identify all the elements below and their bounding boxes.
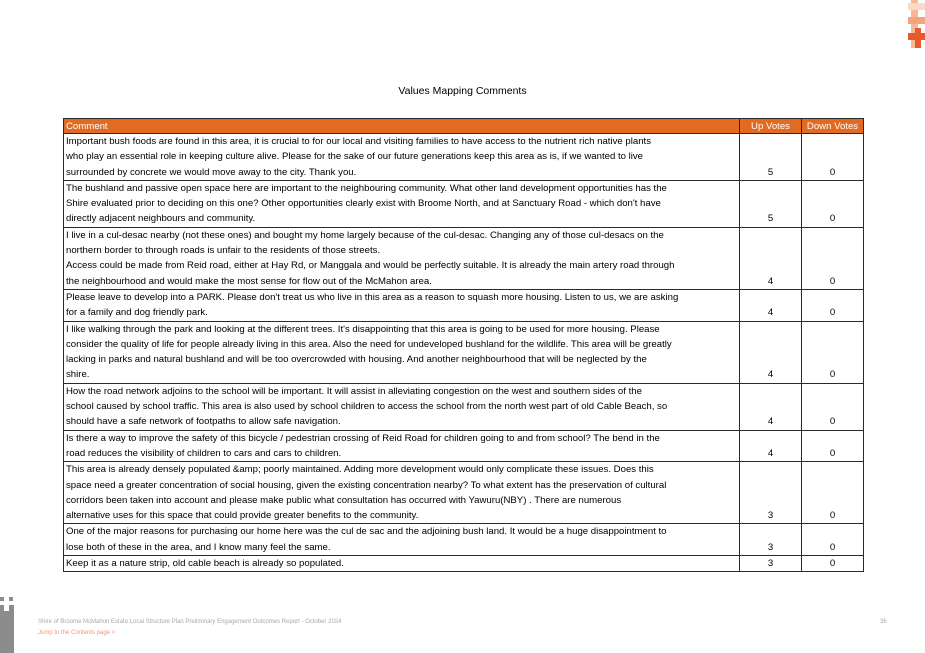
up-votes-cell: 5 [740,134,802,181]
comment-line: Keep it as a nature strip, old cable beach is already so populated. [66,558,344,570]
table-row [64,462,864,524]
comment-line: for a family and dog friendly park. [66,307,208,319]
table-row [64,227,864,289]
comment-cell [64,462,740,524]
cross-pattern-icon [908,0,925,48]
comment-line: I like walking through the park and looking at the different trees. It's disappointing that this area is going to be used for more housing. Please [66,323,660,335]
comment-cell [64,524,740,556]
down-votes-cell: 0 [802,321,864,383]
comment-line: Important bush foods are found in this area, it is crucial to for our local and visiting families to have access to the nutrient rich native plants [66,136,651,147]
up-votes-cell: 4 [740,227,802,289]
tower-logo-icon [0,597,18,653]
up-votes-cell: 3 [740,556,802,572]
table-row [64,321,864,383]
column-header-comment: Comment [64,119,740,134]
up-votes-cell: 4 [740,383,802,430]
table-row [64,289,864,321]
comment-line: should have a safe network of footpaths to allow safe navigation. [66,416,341,428]
down-votes-cell: 0 [802,462,864,524]
comment-line: I live in a cul-desac nearby (not these ones) and bought my home largely because of the cul-desac. Changing any of those cul-desacs on the [66,229,664,241]
down-votes-cell: 0 [802,383,864,430]
table-row [64,180,864,227]
down-votes-cell: 0 [802,134,864,181]
up-votes-cell: 4 [740,430,802,462]
down-votes-cell: 0 [802,524,864,556]
comment-cell [64,227,740,289]
comment-line: consider the quality of life for people already living in this area. Also the need for undeveloped bushland for the wildlife. This area will be greatly [66,338,672,350]
values-mapping-comments-table [63,118,864,572]
comment-cell [64,289,740,321]
down-votes-cell: 0 [802,227,864,289]
comment-line: lose both of these in the area, and I know many feel the same. [66,541,331,553]
footer-report-title: Shire of Broome McMahon Estate Local Structure Plan Preliminary Engagement Outcomes Report - October 2024 [38,619,342,625]
column-header-down-votes: Down Votes [802,119,864,134]
table-row [64,524,864,556]
up-votes-cell: 4 [740,321,802,383]
comment-line: road reduces the visibility of children to cars and cars to children. [66,447,342,459]
up-votes-cell: 3 [740,524,802,556]
comment-cell [64,321,740,383]
page-title: Values Mapping Comments [398,85,527,97]
down-votes-cell: 0 [802,556,864,572]
comment-line: who play an essential role in keeping culture alive. Please for the sake of our future generations keep this area as is, if we wanted to live [66,151,644,163]
down-votes-cell: 0 [802,430,864,462]
comment-line: Is there a way to improve the safety of this bicycle / pedestrian crossing of Reid Road for children going to and from school? The bend in the [66,432,660,444]
contents-page-link[interactable]: Jump to the Contents page > [38,630,116,636]
comment-line: One of the major reasons for purchasing our home here was the cul de sac and the adjoining bush land. It would be a huge disappointment to [66,526,667,538]
up-votes-cell: 5 [740,180,802,227]
down-votes-cell: 0 [802,289,864,321]
column-header-up-votes: Up Votes [740,119,802,134]
comment-line: the neighbourhood and would make the most sense for flow out of the McMahon area. [66,275,432,287]
down-votes-cell: 0 [802,180,864,227]
comment-line: Access could be made from Reid road, either at Hay Rd, or Manggala and would be perfectly suitable. It is already the main artery road through [66,260,675,272]
comment-line: directly adjacent neighbours and community. [66,213,256,225]
comment-line: Please leave to develop into a PARK. Please don't treat us who live in this area as a reason to squash more housing. Listen to us, we are asking [66,291,679,303]
table-header-row [64,119,864,134]
table-row [64,134,864,181]
comment-line: How the road network adjoins to the school will be important. It will assist in alleviating congestion on the west and southern sides of the [66,385,642,397]
comment-cell [64,430,740,462]
comment-line: shire. [66,369,90,381]
comment-cell [64,134,740,181]
comment-cell [64,556,740,572]
comment-line: space need a greater concentration of social housing, given the existing concentration nearby? To what extent has the preservation of cultural [66,479,667,491]
comment-cell [64,180,740,227]
comment-cell [64,383,740,430]
comment-line: surrounded by concrete we would move away to the city. Thank you. [66,166,357,178]
comment-line: school caused by school traffic. This area is also used by school children to access the school from the north west part of old Cable Beach, so [66,401,668,413]
table-row [64,383,864,430]
page-number: 36 [880,619,887,625]
comment-line: lacking in parks and natural bushland and will be too overcrowded with housing. And another neighbourhood that will be neglected by the [66,354,647,366]
comment-line: alternative uses for this space that could provide greater benefits to the community. [66,510,419,522]
comment-line: The bushland and passive open space here are important to the neighbouring community. What other land development opportunities has the [66,182,667,194]
comment-line: northern border to through roads is unfair to the residents of those streets. [66,245,381,257]
up-votes-cell: 3 [740,462,802,524]
comment-line: corridors been taken into account and please make public what consultation has occurred with Yawuru(NBY) . There are numerous [66,494,622,506]
table-row [64,430,864,462]
comment-line: This area is already densely populated &amp; poorly maintained. Adding more development would only complicate these issues. Does this [66,464,654,476]
up-votes-cell: 4 [740,289,802,321]
table-row [64,556,864,572]
comment-line: Shire evaluated prior to deciding on this one? Other opportunities clearly exist with Broome North, and at Sanctuary Road - which don't have [66,198,661,210]
